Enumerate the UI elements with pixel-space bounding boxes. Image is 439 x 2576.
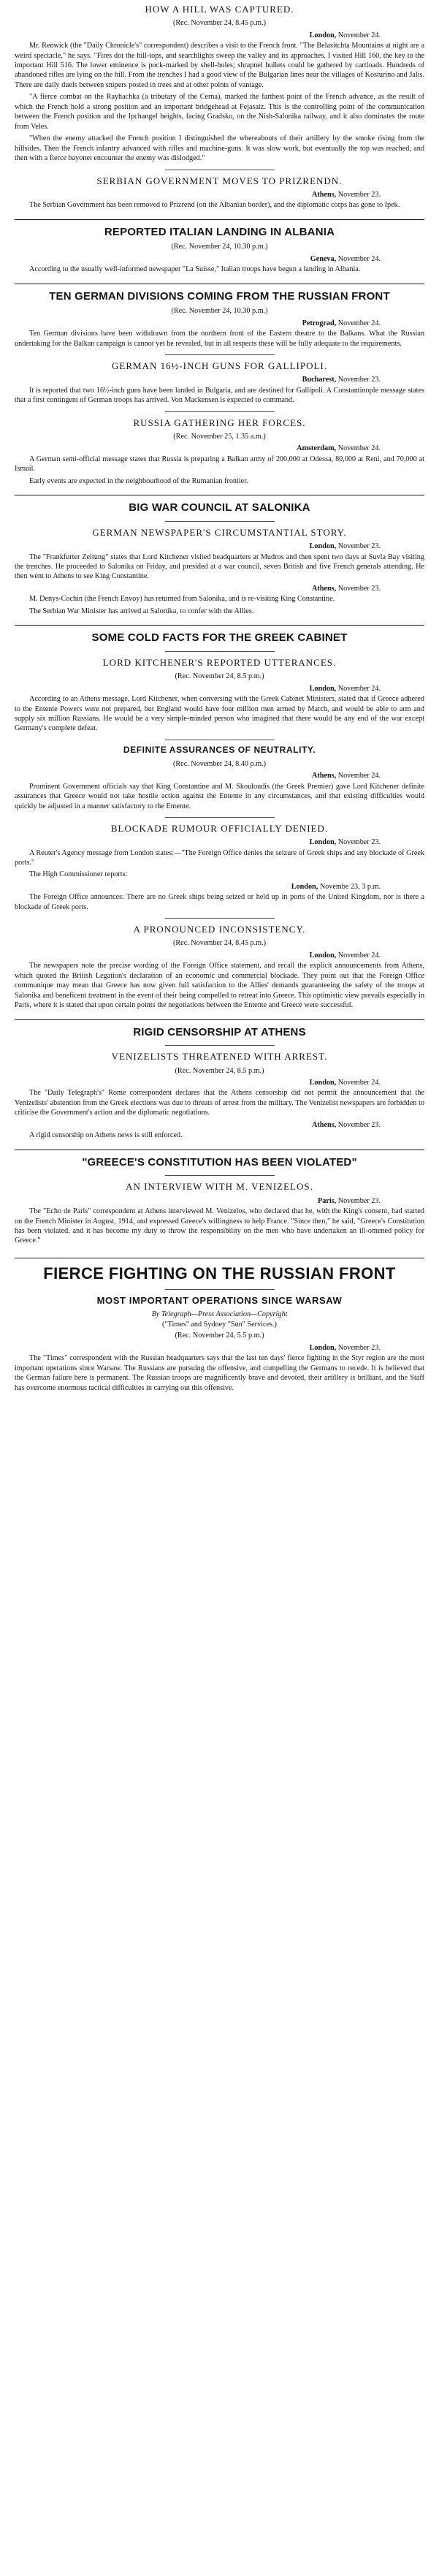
dateline-place: London, [309,838,337,847]
byline-services: ("Times" and Sydney "Sun" Services.) [162,1320,277,1329]
divider [165,817,275,818]
dateline-date: November 23. [337,1343,381,1352]
article-german-guns [15,360,424,406]
paragraph: A German semi-official message states that Russia is preparing a Balkan army of 200,000 at Odessa, 80,000 at Reni, and 70,000 at Ismail. [15,455,424,474]
article-heading: HOW A HILL WAS CAPTURED. [145,4,294,15]
paragraph: Mr. Renwick (the "Daily Chronicle's" correspondent) describes a visit to the French front. "The Belasitchta Mountains at night are a weird spectacle," he says. "Fires dot the hill-tops, and searchlights sweep the valley and its approaches. I visited Hill 160, the key to the important Hill 516. The lower eminence is pock-marked by shell-holes; shrapnel bullets could be gathered by cartloads. Hundreds of abandoned rifles are lying on the hill. From the trenches I had a good view of the Bulgarian lines near the villages of Kosturino and Jalis. There are daily duels between snipers posted in trees and at other points of vantage. [15,42,424,89]
dateline-place: Athens, [312,584,337,593]
paragraph: The "Echo de Paris" correspondent at Athens interviewed M. Venizelos, who declared that he, with the King's consent, had started on the French Minister in August, 1914, and expressed Greece's willingness to help France. "Since then," he said, "Greece's Constitution has been violated, and it has become my duty to throw the responsibility on the men who have undertaken an ill-omened policy for Greece." [15,1207,424,1245]
dateline [15,1196,424,1206]
paragraph: According to the usually well-informed newspaper "La Suisse," Italian troops have begun a landing in Albania. [29,265,361,274]
dateline-date: November 23. [337,376,381,384]
paragraph: The Serbian Government has been removed to Prizrend (on the Albanian border), and the diplomatic corps has gone to Ipek. [29,201,400,210]
dateline-date: November 23. [337,584,381,593]
paragraph: Ten German divisions have been withdrawn from the northern front of the Eastern theatre to the Balkans. What the Russian undertaking for the Balkan campaign is cannot yet be revealed, but in all respects these will be fully adequate to the requirements. [15,330,424,348]
dateline [15,837,424,847]
dateline [15,1078,424,1087]
dateline [15,190,424,200]
received-time: (Rec. November 24, 5.5 p.m.) [175,1331,264,1340]
article-pronounced-inconsistency [15,923,424,1010]
divider [15,625,424,626]
dateline-place: London, [309,684,337,693]
article-russia-gathering [15,417,424,486]
dateline-place: Paris, [317,1196,337,1205]
paragraph: A rigid censorship on Athens news is still enforced. [29,1131,183,1140]
article-subheading: MOST IMPORTANT OPERATIONS SINCE WARSAW [96,1295,343,1307]
article-heading: RIGID CENSORSHIP AT ATHENS [133,1025,306,1038]
article-heading: REPORTED ITALIAN LANDING IN ALBANIA [104,225,335,238]
received-time: (Rec. November 25, 1.35 a.m.) [173,432,266,441]
article-heading: SOME COLD FACTS FOR THE GREEK CABINET [91,631,348,645]
dateline-place: London, [309,1078,337,1087]
paragraph: "When the enemy attacked the French position I distinguished the whereabouts of their artillery by the smoke rising from the hillsides. Then the French infantry advanced with rifles and machine-guns. It was slow work, but eventually the top was reached, and then with a fierce bayonet encounter the enemy was dislodged." [15,134,424,163]
dateline-place: London, [309,951,337,960]
article-heading: DEFINITE ASSURANCES OF NEUTRALITY. [123,744,316,755]
article-subheading: VENIZELISTS THREATENED WITH ARREST. [111,1051,328,1063]
article-heading: BIG WAR COUNCIL AT SALONIKA [129,501,310,514]
divider [15,219,424,220]
dateline-place: Bucharest, [302,376,337,384]
divider [165,1175,275,1176]
dateline-place: Athens, [312,772,337,780]
paragraph: The "Frankfurter Zeitung" states that Lord Kitchener visited headquarters at Mudros and then spent two days at Suvla Bay visiting the trenches. He proceeded to Salonika on Friday, and presided at a war council, seven British and five French generals attending. He then went to Athens to see King Constantine. [15,552,424,581]
article-subheading: LORD KITCHENER'S REPORTED UTTERANCES. [102,657,337,668]
dateline-place: Petrograd, [302,319,337,327]
paragraph: The Foreign Office announces: There are no Greek ships being seized or held up in ports of the United Kingdom, nor is there a blockade of Greek ports. [15,893,424,911]
dateline-date: November 24. [337,684,381,693]
paragraph: The "Daily Telegraph's" Rome correspondent declares that the Athens censorship did not permit the announcement that the Venizelists' abstention from the Greek elections was due to threats of arrest from the military. The Venizelist newspapers are forbidden to criticise the Government's action and the diplomatic negotiations. [15,1089,424,1117]
dateline [15,584,424,593]
paragraph: According to an Athens message, Lord Kitchener, when conversing with the Greek Cabinet Ministers, stated that if Greece adhered to the Entente Powers were not prepared, but England would have four million men armed by March, and would be able to arm and supply six million Russians. He would be a very simple-minded person who imagined that there would be any end of the war except Germany's complete defeat. [15,695,424,733]
article-heading: BLOCKADE RUMOUR OFFICIALLY DENIED. [110,822,329,834]
divider [165,651,275,652]
dateline-place: Athens, [312,190,337,199]
dateline [15,375,424,384]
paragraph: The Serbian War Minister has arrived at Salonika, to confer with the Allies. [29,607,254,615]
paragraph: Early events are expected in the neighbourhood of the Rumanian frontier. [29,476,248,485]
dateline-date: Novembe 23, 3 p.m. [319,882,381,891]
dateline [15,1343,424,1353]
byline: By Telegraph—Press Association—Copyright [151,1310,288,1319]
paragraph: The newspapers note the precise wording of the Foreign Office statement, and recall the explicit announcements from Athens, which quoted the British Legation's declaration of an economic and commercial blockade. They point out that the Foreign Office communique may mean that Greece has now given full satisfaction to the Allies' demands guaranteeing the safety of the troops at Salonika and beneficent treatment in the event of their being compelled to retreat into Greece. This optimistic view prevails especially in Paris, where it is stated that upon certain points the negotiations between the Entente and Greece were successful. [15,962,424,1010]
dateline-place: London, [309,542,337,551]
article-subheading: AN INTERVIEW WITH M. VENIZELOS. [126,1181,313,1193]
article-hill-captured [15,3,424,164]
received-time: (Rec. November 24, 8.45 p.m.) [172,939,267,948]
dateline-date: November 24. [337,772,381,780]
article-war-council [15,501,424,616]
dateline-place: London, [309,31,337,39]
dateline-date: November 23. [337,1196,381,1205]
article-russian-front [15,1264,424,1393]
divider [165,521,275,522]
article-rigid-censorship [15,1026,424,1141]
article-heading: RUSSIA GATHERING HER FORCES. [133,417,306,428]
article-heading: "GREECE'S CONSTITUTION HAS BEEN VIOLATED" [82,1155,357,1169]
dateline [15,882,424,892]
dateline-date: November 24. [337,1078,381,1087]
article-italian-landing [15,226,424,275]
dateline [15,444,424,453]
article-assurances-neutrality [15,745,424,811]
divider [165,354,275,355]
divider [165,1289,275,1290]
dateline-date: November 24. [337,444,381,453]
paragraph: A Reuter's Agency message from London states:—"The Foreign Office denies the seizure of Greek ships and any blockade of Greek ports." [15,848,424,867]
dateline-place: London, [309,1343,337,1352]
paragraph: It is reported that two 16½-inch guns have been landed in Bulgaria, and are destined for Gallipoli. A Constantinople message states that a first contingent of German troops has arrived. Von Mackensen is expected to command. [15,386,424,405]
dateline [15,319,424,328]
divider [15,1019,424,1020]
dateline-date: November 23. [337,1120,381,1129]
divider [165,1045,275,1046]
dateline [15,684,424,694]
article-heading: TEN GERMAN DIVISIONS COMING FROM THE RUSSIAN FRONT [49,289,390,303]
article-heading: SERBIAN GOVERNMENT MOVES TO PRIZRENDN. [96,175,343,186]
dateline-date: November 24. [337,31,381,39]
dateline [15,1120,424,1130]
received-time: (Rec. November 24, 8.40 p.m.) [172,759,267,768]
divider [165,411,275,412]
paragraph: The "Times" correspondent with the Russian headquarters says that the last ten days' fierce fighting in the Styr region are the most important operations since Warsaw. The Russians are pursuing the offensive, and compelling the Germans to recede. It is believed that the German failure here is permanent. The Russian troops are magnificently brave and devoted, their artillery is brilliant, and the Staff has overcome enormous tactical difficulties in carrying out this offensive. [15,1354,424,1392]
paragraph: "A fierce combat on the Rayhachka (a tributary of the Cerna), marked the farthest point of the French advance, as the result of which the French hold a strong position and an important bridgehead at Fejasatz. This is the controlling point of the communication between the French position and the Ipchangel heights, facing Gradsko, on the Nish-Salonika railway, and it also dominates the route from Veles. [15,93,424,131]
dateline-place: Geneva, [310,254,337,263]
dateline-date: November 24. [337,319,381,327]
paragraph: M. Denys-Cochin (the French Envoy) has returned from Salonika, and is re-visiting King Constantine. [29,595,335,604]
received-time: (Rec. November 24, 8.5 p.m.) [175,672,264,681]
article-heading: GERMAN 16½-INCH GUNS FOR GALLIPOLI. [112,360,327,372]
article-serbian-government [15,175,424,210]
dateline-date: November 23. [337,190,381,199]
newspaper-page [15,0,424,1393]
paragraph: Prominent Government officials say that King Constantine and M. Skouloudis (the Greek Premier) gave Lord Kitchener definite assurances that Greece would not take hostile action against the Entente in any circumstances, and that existing difficulties would quickly be adjusted in a manner satisfactory to the Entente. [15,782,424,810]
article-ten-german-divisions [15,290,424,349]
received-time: (Rec. November 24, 10.30 p.m.) [171,307,268,316]
dateline-date: November 23. [337,542,381,551]
received-time: (Rec. November 24, 8.45 p.m.) [172,19,267,28]
dateline [15,951,424,960]
dateline [15,254,424,264]
paragraph: The High Commissioner reports: [29,870,128,879]
dateline-place: London, [291,882,318,891]
dateline [15,771,424,780]
dateline-date: November 24. [337,951,381,960]
dateline-date: November 23. [337,838,381,847]
received-time: (Rec. November 24, 8.5 p.m.) [175,1066,264,1075]
article-blockade-rumour [15,822,424,912]
dateline-place: Athens, [312,1120,337,1129]
dateline [15,31,424,40]
article-subheading: GERMAN NEWSPAPER'S CIRCUMSTANTIAL STORY. [92,526,347,538]
divider [165,918,275,919]
dateline-date: November 24. [337,254,381,263]
article-heading: A PRONOUNCED INCONSISTENCY. [133,924,306,935]
received-time: (Rec. November 24, 10.30 p.m.) [171,243,268,251]
article-cold-facts [15,631,424,734]
dateline-place: Amsterdam, [297,444,337,453]
article-constitution-violated [15,1156,424,1246]
dateline [15,542,424,551]
article-heading: FIERCE FIGHTING ON THE RUSSIAN FRONT [43,1264,396,1283]
